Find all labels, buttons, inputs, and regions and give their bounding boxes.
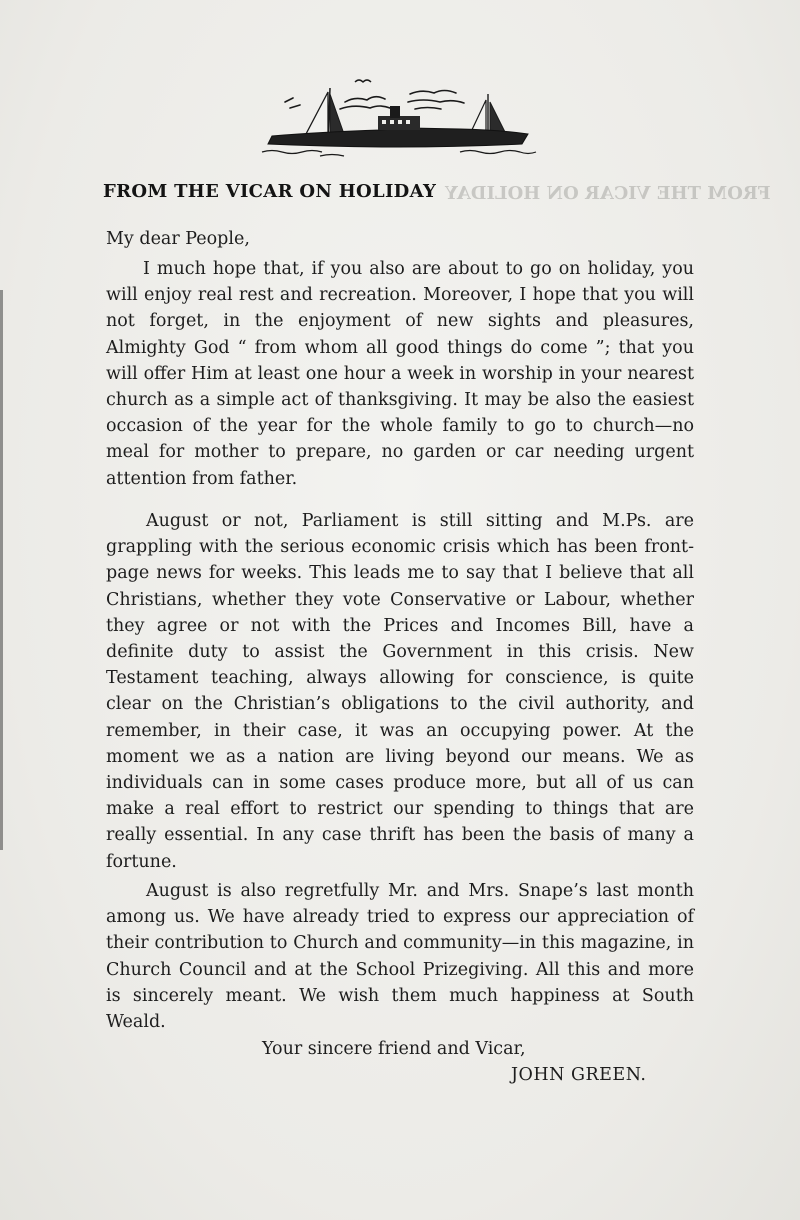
signature: JOHN GREEN. bbox=[511, 1065, 647, 1085]
paragraph-1: I much hope that, if you also are about to go on holiday, you will enjoy real rest and recreation. Moreover, I hope that you will not forget, in the enjoyment of new sights and pleasures, Almighty God “ from whom all good things do come ”; that you will offer Him at least one hour a week in worship in your nearest church as a simple act of thanksgiving. It may be also the easiest occasion of the year for the whole family to go to church—no meal for mother to prepare, no garden or car needing urgent attention from father. bbox=[106, 259, 694, 489]
paragraph-2: August or not, Parliament is still sitting and M.Ps. are grappling with the serious economic crisis which has been front-page news for weeks. This leads me to say that I believe that all Christians, whether they vote Conservative or Labour, whether they agree or not with the Prices and Incomes Bill, have a definite duty to assist the Government in this crisis. New Testament teaching, always allowing for conscience, is quite clear on the Christian’s obligations to the civil authority, and remember, in their case, it was an occupying power. At the moment we as a nation are living beyond our means. We as individuals can in some cases produce more, but all of us can make a real effort to restrict our spending to things that are really essential. In any case thrift has been the basis of many a fortune. bbox=[106, 511, 694, 872]
show-through-text: FROM THE VICAR ON HOLIDAY bbox=[445, 183, 771, 204]
salutation: My dear People, bbox=[106, 229, 250, 249]
sailing-ship-icon bbox=[260, 72, 550, 162]
page-edge-shadow bbox=[0, 290, 3, 850]
article-heading: FROM THE VICAR ON HOLIDAY bbox=[103, 181, 437, 202]
paragraph-3: August is also regretfully Mr. and Mrs. Snape’s last month among us. We have already tried to express our appreciation of their contribution to Church and community—in this magazine, in Church Council and at the School Prizegiving. All this and more is sincerely meant. We wish them much happiness at South Weald. bbox=[106, 881, 694, 1033]
closing-line: Your sincere friend and Vicar, bbox=[262, 1039, 526, 1059]
